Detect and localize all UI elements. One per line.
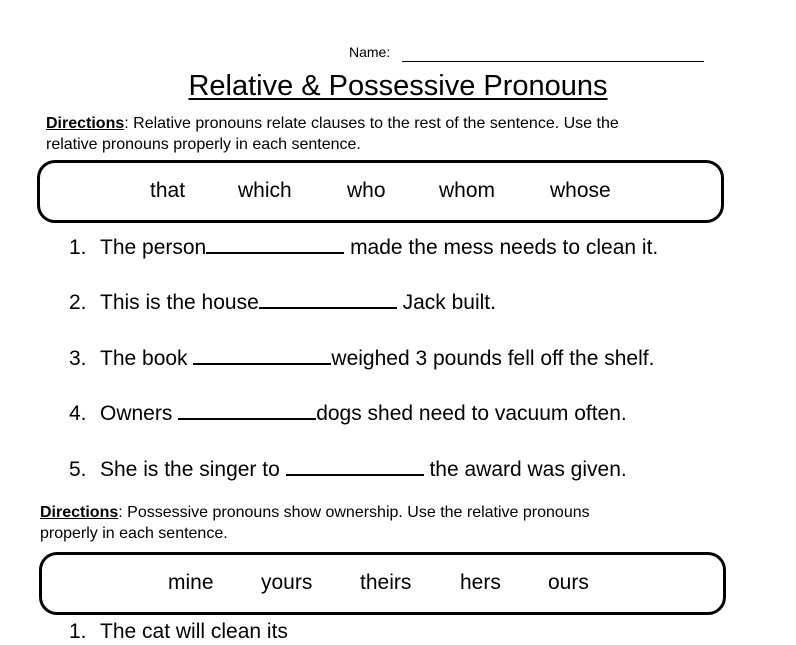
directions-line-2: relative pronouns properly in each sentence. <box>46 136 361 153</box>
question-row <box>69 619 288 645</box>
answer-blank[interactable] <box>178 404 316 420</box>
word-bank-item: which <box>238 179 292 202</box>
question-number: 3. <box>69 347 87 370</box>
word-bank-item: that <box>150 179 186 202</box>
question-text-before: The book <box>100 347 194 370</box>
word-bank-item: mine <box>168 571 214 594</box>
word-bank-item: yours <box>261 571 313 594</box>
word-bank-item: ours <box>548 571 589 594</box>
word-bank-item: theirs <box>360 571 412 594</box>
question-number: 2. <box>69 291 87 314</box>
question-clip <box>0 619 772 643</box>
question-text-after: the award was given. <box>423 458 627 481</box>
question-text-before: This is the house <box>100 291 259 314</box>
word-bank-item: hers <box>460 571 501 594</box>
question-text-before: Owners <box>100 402 179 425</box>
question-text-after: dogs shed need to vacuum often. <box>316 402 627 425</box>
directions-label: Directions <box>46 115 125 132</box>
question-text-after: Jack built. <box>396 291 496 314</box>
directions-label: Directions <box>40 504 119 521</box>
question-row <box>69 346 654 372</box>
directions-line-1 <box>40 502 590 523</box>
question-text-before: She is the singer to <box>100 458 286 481</box>
name-label: Name: <box>349 44 391 60</box>
directions-possessive <box>40 502 590 544</box>
question-row <box>69 401 627 427</box>
question-row <box>69 235 658 261</box>
word-bank-item: who <box>347 179 386 202</box>
question-text-after: weighed 3 pounds fell off the shelf. <box>331 347 655 370</box>
question-number: 1. <box>69 236 87 259</box>
question-number: 4. <box>69 402 87 425</box>
page-title: Relative & Possessive Pronouns <box>188 70 608 102</box>
directions-text: : Possessive pronouns show ownership. Use the relative pronouns <box>118 504 590 521</box>
question-text-after: made the mess needs to clean it. <box>344 236 659 259</box>
directions-line-2: properly in each sentence. <box>40 525 228 542</box>
answer-blank[interactable] <box>259 293 397 309</box>
answer-blank[interactable] <box>206 238 344 254</box>
question-text-before: The person <box>100 236 207 259</box>
word-bank-possessive <box>39 552 726 615</box>
directions-line-1 <box>46 113 619 134</box>
word-bank-relative <box>37 160 724 223</box>
name-field[interactable] <box>402 61 704 62</box>
question-number: 1. <box>69 620 87 643</box>
question-text-before: The cat will clean its <box>100 620 288 643</box>
word-bank-item: whose <box>550 179 611 202</box>
answer-blank[interactable] <box>286 460 424 476</box>
word-bank-item: whom <box>439 179 496 202</box>
question-number: 5. <box>69 458 87 481</box>
answer-blank[interactable] <box>193 349 331 365</box>
directions-relative <box>46 113 619 155</box>
directions-text: : Relative pronouns relate clauses to the rest of the sentence. Use the <box>124 115 619 132</box>
question-row <box>69 290 496 316</box>
question-row <box>69 457 627 483</box>
